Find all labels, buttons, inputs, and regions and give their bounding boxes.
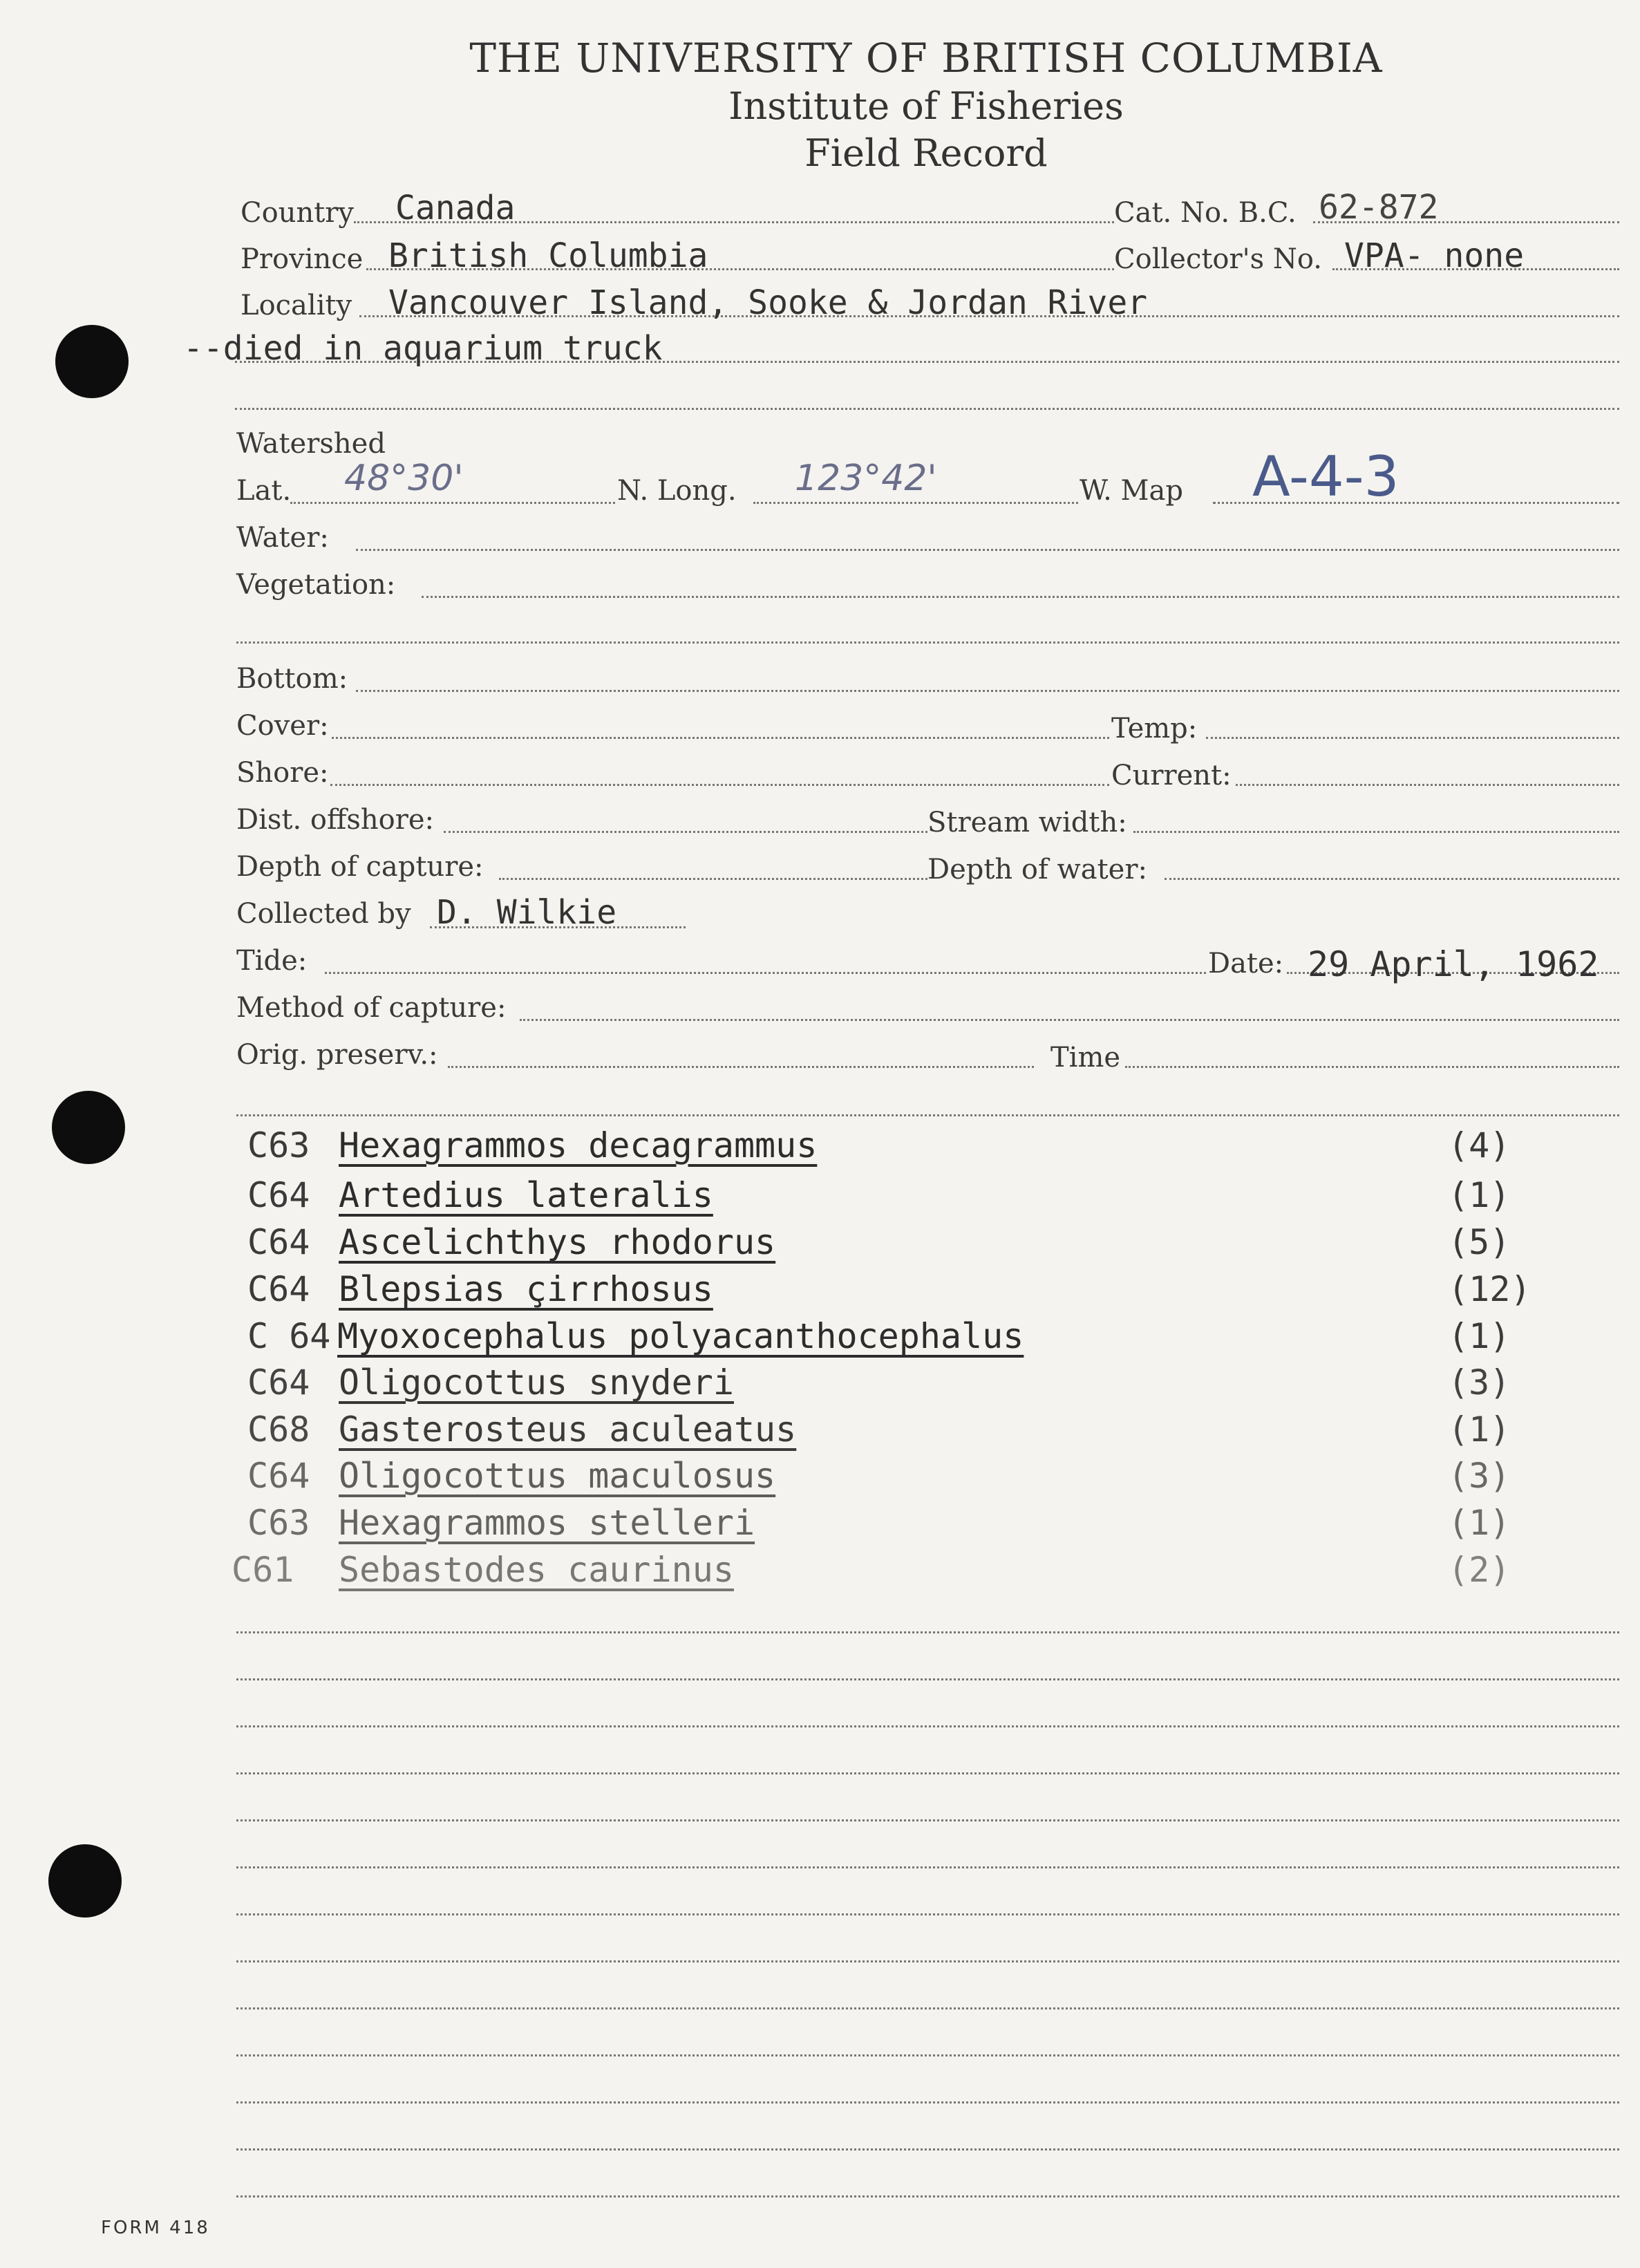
long-value: 123°42' [795, 458, 937, 499]
water-label: Water: [236, 522, 329, 554]
ruled-line [236, 1725, 1619, 1727]
ruled-line [236, 1631, 1619, 1633]
species-count: (1) [1448, 1503, 1511, 1543]
bottom-line [356, 690, 1619, 692]
species-name: Gasterosteus aculeatus [339, 1409, 797, 1450]
tide-label: Tide: [236, 945, 308, 977]
species-code: C64 [247, 1269, 310, 1309]
long-line [753, 502, 1078, 504]
n-long-label: N. Long. [617, 475, 737, 507]
depth-capture-label: Depth of capture: [236, 851, 484, 883]
cover-label: Cover: [236, 710, 329, 742]
depth-water-line [1165, 878, 1619, 880]
ruled-line [236, 1960, 1619, 1962]
species-code: C64 [247, 1456, 310, 1496]
current-line [1236, 784, 1619, 786]
orig-preserv-line [448, 1066, 1034, 1068]
ruled-line [236, 2195, 1619, 2197]
cat-no-value: 62-872 [1319, 188, 1439, 227]
water-line [356, 549, 1619, 551]
shore-label: Shore: [236, 757, 329, 789]
species-count: (1) [1448, 1316, 1511, 1356]
ruled-line [236, 2101, 1619, 2103]
province-label: Province [241, 243, 364, 275]
species-code: C64 [247, 1222, 310, 1262]
species-name: Oligocottus maculosus [339, 1456, 776, 1496]
temp-label: Temp: [1111, 713, 1198, 744]
university-title: THE UNIVERSITY OF BRITISH COLUMBIA [469, 35, 1383, 82]
species-name: Blepsias çirrhosus [339, 1269, 713, 1309]
species-count: (1) [1448, 1409, 1511, 1450]
species-count: (3) [1448, 1362, 1511, 1403]
dist-offshore-label: Dist. offshore: [236, 804, 435, 836]
country-value: Canada [395, 189, 516, 227]
species-count: (12) [1448, 1269, 1531, 1309]
bottom-label: Bottom: [236, 663, 348, 695]
species-code: C63 [247, 1125, 310, 1165]
species-code: C64 [247, 1175, 310, 1215]
country-label: Country [241, 197, 355, 229]
ruled-line [236, 1819, 1619, 1821]
species-count: (3) [1448, 1456, 1511, 1496]
map-value: A-4-3 [1252, 444, 1399, 509]
tide-line [325, 972, 1206, 974]
species-code: C61 [232, 1550, 294, 1590]
depth-water-label: Depth of water: [927, 854, 1147, 885]
form-number: FORM 418 [101, 2218, 210, 2238]
form-title: Field Record [804, 131, 1048, 175]
punch-hole-top [55, 325, 129, 398]
species-name: Ascelichthys rhodorus [339, 1222, 776, 1262]
species-code: C 64 [247, 1316, 331, 1356]
ruled-line [236, 2148, 1619, 2150]
shore-line [330, 784, 1109, 786]
species-count: (5) [1448, 1222, 1511, 1262]
dist-offshore-line [444, 831, 927, 833]
current-label: Current: [1111, 760, 1232, 791]
date-label: Date: [1208, 948, 1284, 980]
species-code: C68 [247, 1409, 310, 1450]
species-count: (2) [1448, 1550, 1511, 1590]
species-name: Myoxocephalus polyacanthocephalus [337, 1316, 1024, 1356]
method-label: Method of capture: [236, 992, 507, 1024]
cover-line [332, 737, 1109, 739]
collectors-no-value: VPA- none [1344, 236, 1525, 275]
depth-capture-line [499, 878, 927, 880]
ruled-line [236, 2054, 1619, 2056]
province-value: British Columbia [388, 236, 708, 275]
collectors-no-label: Collector's No. [1114, 243, 1322, 275]
ruled-line [236, 2007, 1619, 2009]
locality-value-line-2: --died in aquarium truck [183, 329, 663, 368]
orig-preserv-label: Orig. preserv.: [236, 1039, 438, 1071]
lat-label: Lat. [236, 475, 292, 507]
vegetation-label: Vegetation: [236, 569, 396, 601]
watershed-label: Watershed [236, 428, 386, 460]
date-value: 29 April, 1962 [1308, 944, 1599, 984]
species-code: C63 [247, 1503, 310, 1543]
cat-no-label: Cat. No. B.C. [1114, 197, 1297, 229]
stream-width-line [1133, 831, 1619, 833]
species-name: Oligocottus snyderi [339, 1362, 734, 1403]
locality-value-line-1: Vancouver Island, Sooke & Jordan River [388, 283, 1148, 322]
ruled-line [236, 1913, 1619, 1915]
method-line [520, 1019, 1619, 1021]
locality-line-3 [235, 408, 1619, 410]
temp-line [1206, 737, 1619, 739]
ruled-line [236, 1678, 1619, 1680]
time-label: Time [1050, 1042, 1121, 1074]
collected-by-label: Collected by [236, 898, 411, 930]
lat-value: 48°30' [344, 458, 464, 499]
ruled-line [236, 1772, 1619, 1774]
species-name: Artedius lateralis [339, 1175, 713, 1215]
punch-hole-bottom [48, 1844, 122, 1918]
w-map-label: W. Map [1080, 475, 1183, 507]
punch-hole-middle [52, 1091, 125, 1164]
species-count: (4) [1448, 1125, 1511, 1165]
institute-title: Institute of Fisheries [728, 84, 1124, 128]
species-name: Hexagrammos decagrammus [339, 1125, 818, 1165]
time-line [1125, 1066, 1619, 1068]
vegetation-line-2 [236, 641, 1619, 644]
ruled-line [236, 1866, 1619, 1868]
species-count: (1) [1448, 1175, 1511, 1215]
vegetation-line [422, 596, 1619, 598]
separator-line [236, 1114, 1619, 1116]
species-name: Sebastodes caurinus [339, 1550, 734, 1590]
lat-line [290, 502, 615, 504]
locality-label: Locality [241, 290, 352, 321]
collected-by-value: D. Wilkie [437, 893, 617, 932]
species-name: Hexagrammos stelleri [339, 1503, 755, 1543]
species-code: C64 [247, 1362, 310, 1403]
stream-width-label: Stream width: [927, 807, 1127, 838]
